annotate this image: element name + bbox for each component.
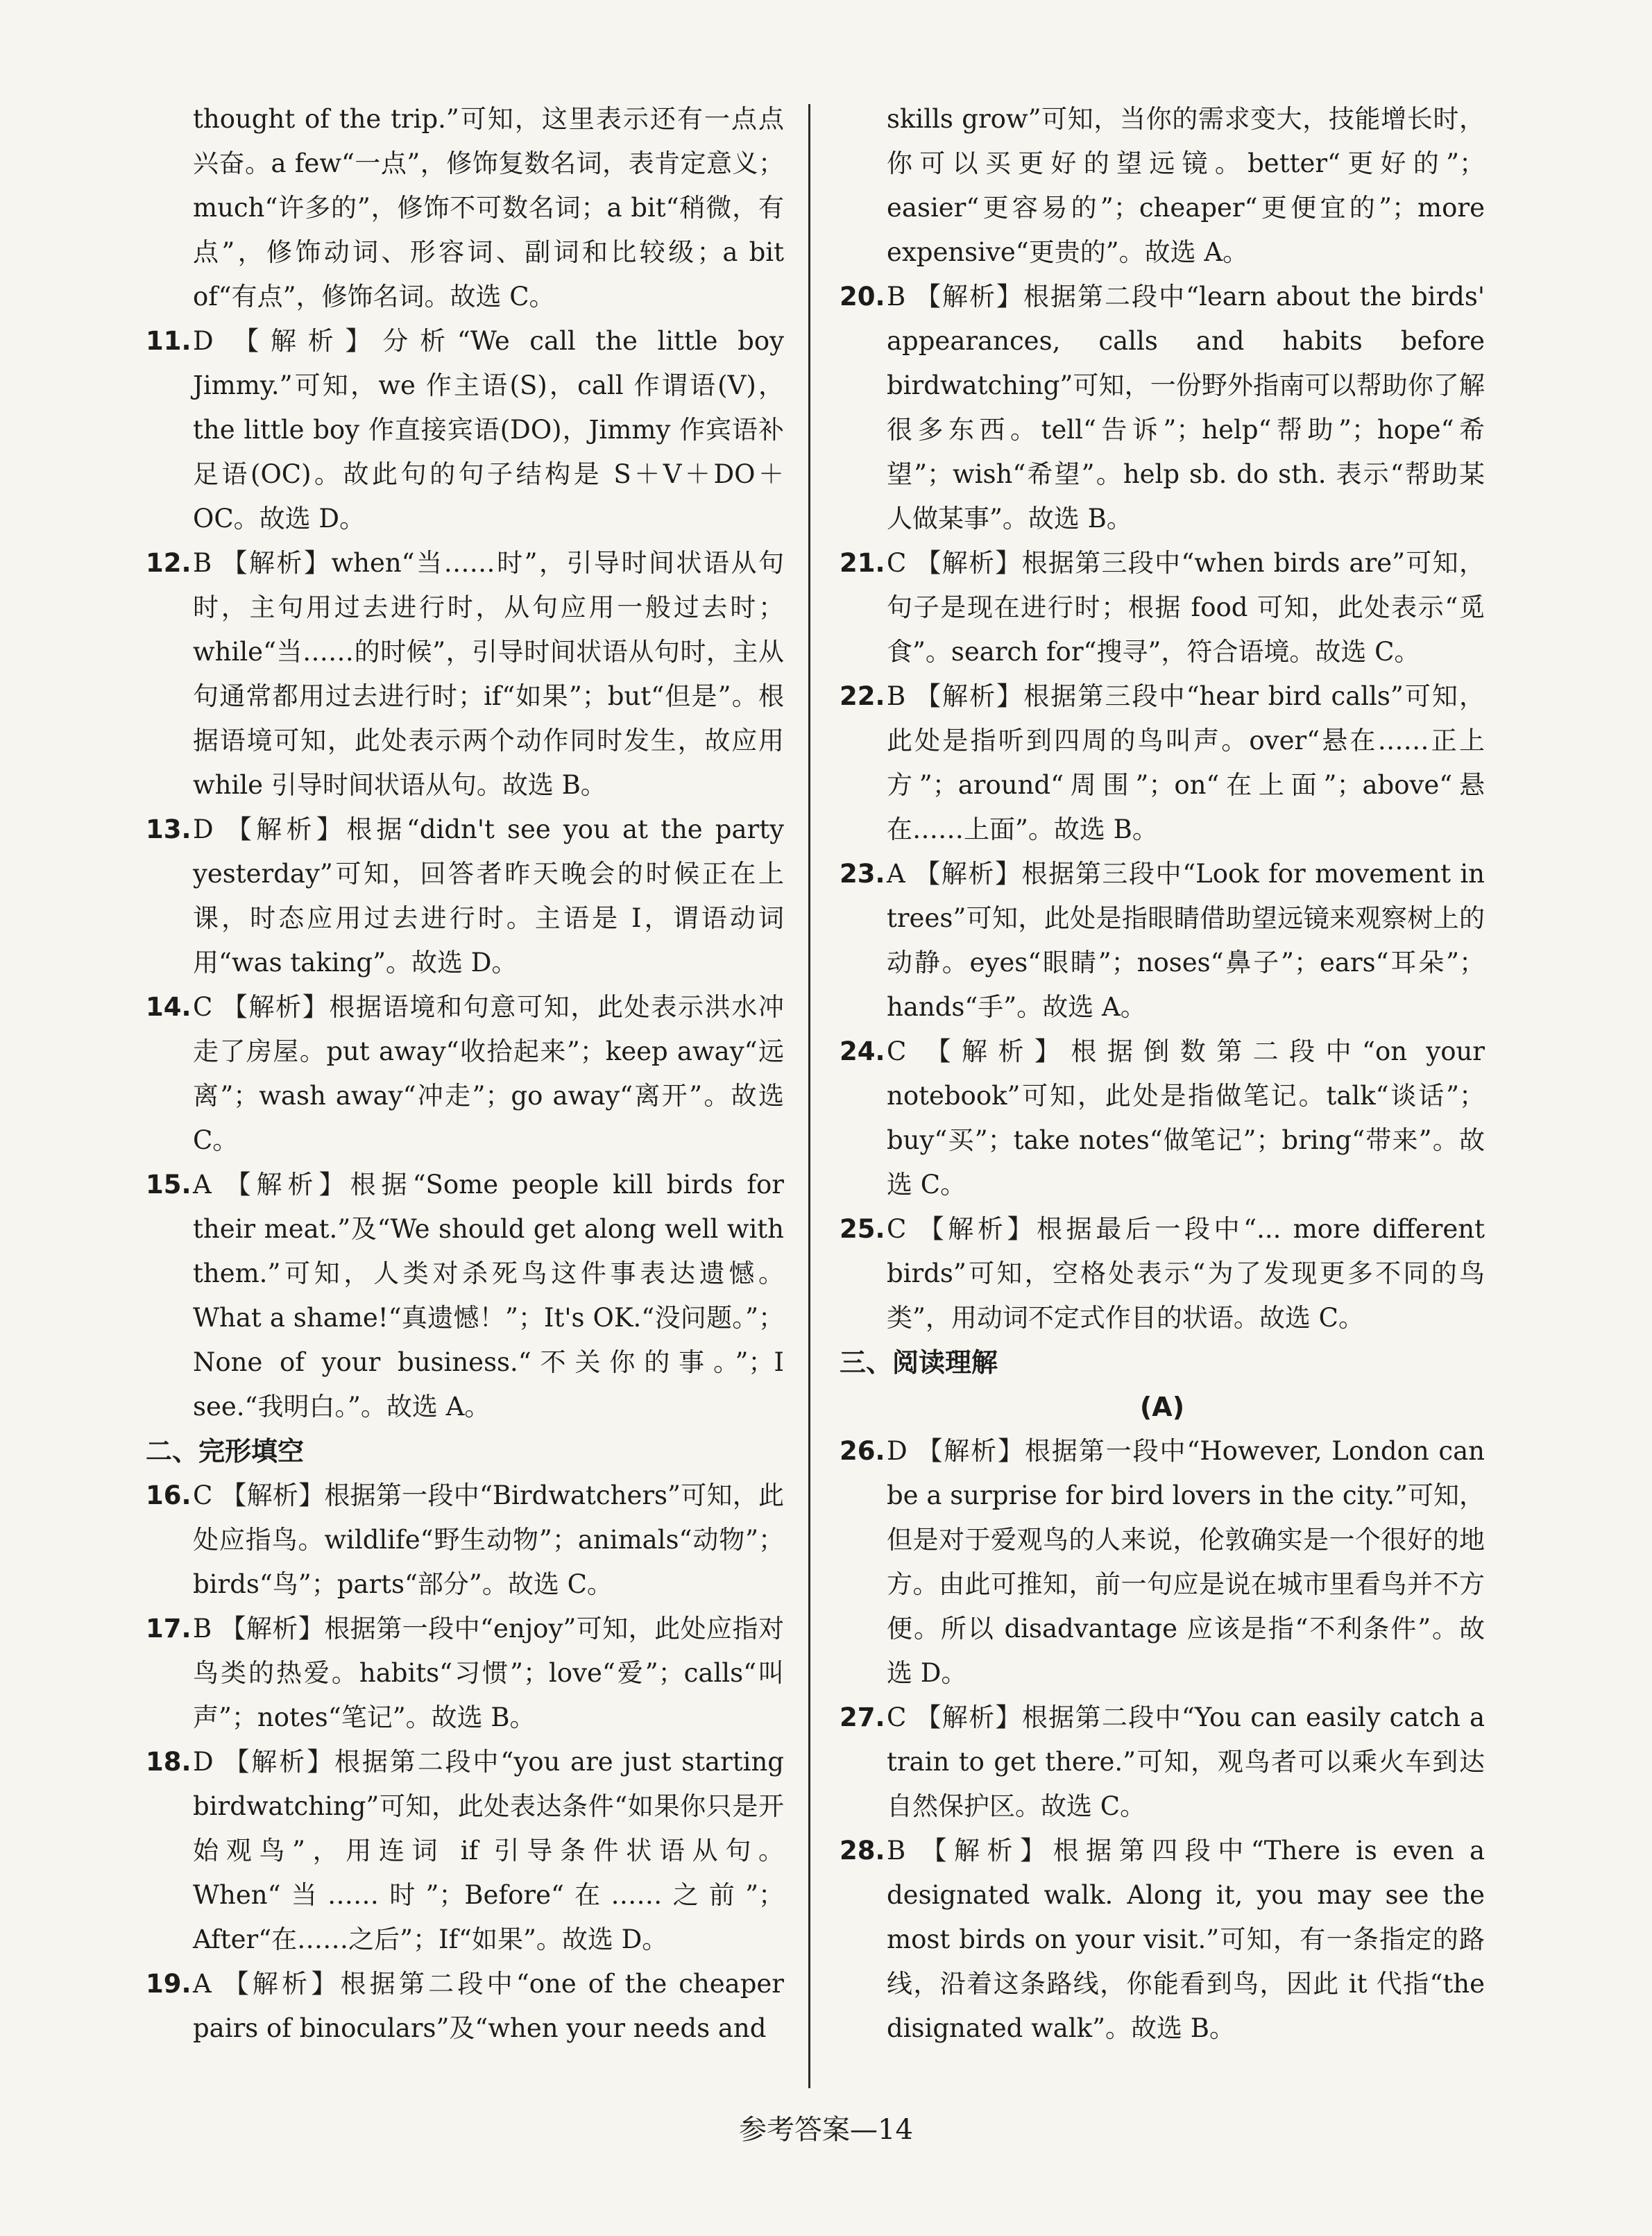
passage-label: (A) <box>1139 1392 1185 1422</box>
answer-number: 25. <box>840 1214 885 1244</box>
answer-text: C 【解析】根据最后一段中“... more different birds”可知，空格处表示“为了发现更多不同的鸟类”，用动词不定式作目的状语。故选 C。 <box>887 1214 1485 1333</box>
answer-text: C 【解析】根据倒数第二段中“on your notebook”可知，此处是指做笔记。talk“谈话”；buy“买”；take notes“做笔记”；bring“带来”。故选 C。 <box>887 1036 1485 1200</box>
answer-number: 20. <box>840 282 885 311</box>
answer-text: C 【解析】根据第三段中“when birds are”可知，句子是现在进行时；根据 food 可知，此处表示“觅食”。search for“搜寻”，符合语境。故选 C。 <box>887 548 1485 667</box>
answer-entry <box>146 808 784 985</box>
answer-entry <box>840 1429 1485 1696</box>
answer-entry <box>146 1607 784 1740</box>
answer-entry <box>840 852 1485 1030</box>
answer-text: B 【解析】根据第一段中“enjoy”可知，此处应指对鸟类的热爱。habits“习惯”；love“爱”；calls“叫声”；notes“笔记”。故选 B。 <box>193 1614 784 1732</box>
answer-number: 28. <box>840 1836 885 1866</box>
answer-number: 22. <box>840 681 885 711</box>
answer-entry <box>146 985 784 1163</box>
answer-entry <box>146 1962 784 2051</box>
answer-number: 16. <box>146 1480 191 1510</box>
answer-text: A 【解析】根据第二段中“one of the cheaper pairs of binoculars”及“when your needs and <box>193 1969 784 2043</box>
answer-number: 27. <box>840 1702 885 1732</box>
continued-answer-10: thought of the trip.”可知，这里表示还有一点点兴奋。a few“一点”，修饰复数名词，表肯定意义；much“许多的”，修饰不可数名词；a bit“稍微，有点”，修饰动词、形容词、副词和比较级；a bit of“有点”，修饰名词。故选 C。 <box>193 104 784 311</box>
page-footer: 参考答案—14 <box>739 2114 913 2146</box>
answer-text: D 【解析】根据“didn't see you at the party yesterday”可知，回答者昨天晚会的时候正在上课，时态应用过去进行时。主语是 I，谓语动词用“was taking”。故选 D。 <box>193 814 784 978</box>
answer-number: 26. <box>840 1436 885 1466</box>
answer-entry <box>840 275 1485 541</box>
answer-entry <box>146 1474 784 1607</box>
answer-text: D 【解析】根据第一段中“However, London can be a surprise for bird lovers in the city.”可知，但是对于爱观鸟的人来说，伦敦确实是一个很好的地方。由此可推知，前一句应是说在城市里看鸟并不方便。所以 disadvantage 应该是指“不利条件”。故选 D。 <box>887 1436 1485 1688</box>
answer-entry <box>146 541 784 808</box>
answer-entry <box>146 1740 784 1962</box>
answer-number: 21. <box>840 548 885 578</box>
answer-text: C 【解析】根据第一段中“Birdwatchers”可知，此处应指鸟。wildlife“野生动物”；animals“动物”；birds“鸟”；parts“部分”。故选 C。 <box>193 1480 784 1599</box>
answer-number: 18. <box>146 1747 191 1777</box>
right-column <box>840 97 1485 2051</box>
answer-number: 24. <box>840 1036 885 1066</box>
answer-entry <box>840 1696 1485 1829</box>
column-divider <box>808 104 810 2088</box>
answer-number: 13. <box>146 814 191 844</box>
answer-text: B 【解析】根据第二段中“learn about the birds' appearances, calls and habits before birdwatching”可知，一份野外指南可以帮助你了解很多东西。tell“告诉”；help“帮助”；hope“希望”；wish“希望”。help sb. do sth. 表示“帮助某人做某事”。故选 B。 <box>887 282 1485 534</box>
answer-number: 17. <box>146 1614 191 1644</box>
answer-number: 15. <box>146 1170 191 1200</box>
answer-text: C 【解析】根据第二段中“You can easily catch a train to get there.”可知，观鸟者可以乘火车到达自然保护区。故选 C。 <box>887 1702 1485 1821</box>
answer-number: 11. <box>146 326 191 356</box>
answer-text: B 【解析】when“当……时”，引导时间状语从句时，主句用过去进行时，从句应用一般过去时；while“当……的时候”，引导时间状语从句时，主从句通常都用过去进行时；if“如果”；but“但是”。根据语境可知，此处表示两个动作同时发生，故应用 while 引导时间状语从句。故选 B。 <box>193 548 784 800</box>
answer-text: B 【解析】根据第四段中“There is even a designated walk. Along it, you may see the most birds on your visit.”可知，有一条指定的路线，沿着这条路线，你能看到鸟，因此 it 代指“the disignated walk”。故选 B。 <box>887 1836 1485 2043</box>
answer-number: 12. <box>146 548 191 578</box>
section-heading-reading: 三、阅读理解 <box>840 1347 998 1378</box>
answer-number: 14. <box>146 992 191 1022</box>
answer-entry <box>146 319 784 541</box>
answer-entry <box>146 1163 784 1429</box>
answer-entry <box>840 1030 1485 1207</box>
answer-entry <box>840 1829 1485 2051</box>
answer-text: D 【解析】根据第二段中“you are just starting birdwatching”可知，此处表达条件“如果你只是开始观鸟”，用连词 if 引导条件状语从句。When“当……时”；Before“在……之前”；After“在……之后”；If“如果”。故选 D。 <box>193 1747 784 1954</box>
answer-text: D 【解析】分析“We call the little boy Jimmy.”可知，we 作主语(S)，call 作谓语(V)，the little boy 作直接宾语(DO)，Jimmy 作宾语补足语(OC)。故此句的句子结构是 S＋V＋DO＋OC。故选 D。 <box>193 326 784 534</box>
continued-answer-19: skills grow”可知，当你的需求变大，技能增长时，你可以买更好的望远镜。better“更好的”；easier“更容易的”；cheaper“更便宜的”；more expensive“更贵的”。故选 A。 <box>887 104 1485 267</box>
answer-entry <box>840 541 1485 674</box>
answer-number: 19. <box>146 1969 191 1999</box>
answer-text: A 【解析】根据“Some people kill birds for their meat.”及“We should get along well with them.”可知，人类对杀死鸟这件事表达遗憾。What a shame!“真遗憾！”；It's OK.“没问题。”；None of your business.“不关你的事。”；I see.“我明白。”。故选 A。 <box>193 1170 784 1422</box>
answer-text: C 【解析】根据语境和句意可知，此处表示洪水冲走了房屋。put away“收拾起来”；keep away“远离”；wash away“冲走”；go away“离开”。故选 C。 <box>193 992 784 1155</box>
left-column <box>146 97 784 2051</box>
answer-entry <box>840 1207 1485 1340</box>
answer-text: A 【解析】根据第三段中“Look for movement in trees”可知，此处是指眼睛借助望远镜来观察树上的动静。eyes“眼睛”；noses“鼻子”；ears“耳朵”；hands“手”。故选 A。 <box>887 859 1485 1022</box>
answer-text: B 【解析】根据第三段中“hear bird calls”可知，此处是指听到四周的鸟叫声。over“悬在……正上方”；around“周围”；on“在上面”；above“悬在……上面”。故选 B。 <box>887 681 1485 844</box>
section-heading-cloze: 二、完形填空 <box>146 1436 305 1467</box>
answer-entry <box>840 674 1485 852</box>
answer-number: 23. <box>840 859 885 889</box>
